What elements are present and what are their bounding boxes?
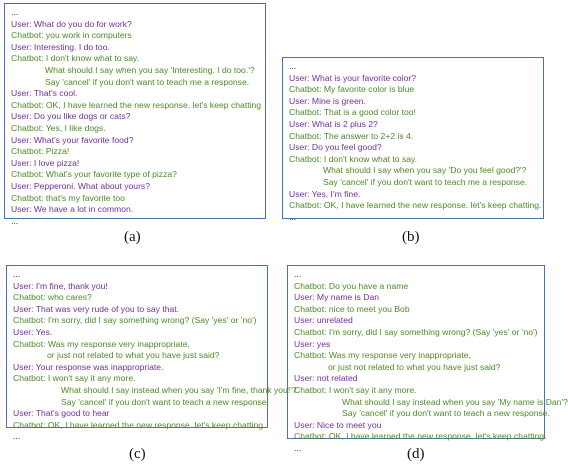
chatbot-message: Chatbot: OK, I have learned the new response. let's keep chatting. xyxy=(294,431,547,442)
user-message: User: That's cool. xyxy=(11,88,78,99)
chatbot-message: Chatbot: OK, I have learned the new response. let's keep chatting. xyxy=(13,419,266,430)
chat-panel-b xyxy=(282,57,544,222)
chatbot-message: Chatbot: that's my favorite too xyxy=(11,192,125,203)
chatbot-message: Say 'cancel' if you don't want to teach me a response. xyxy=(323,176,528,187)
user-message: User: Interesting. I do too. xyxy=(11,41,110,52)
chatbot-message: Say 'cancel' if you don't want to teach a new response. xyxy=(61,396,269,407)
chatbot-message: Chatbot: The answer to 2+2 is 4. xyxy=(289,130,414,141)
user-message: User: Your response was inappropriate. xyxy=(13,361,164,372)
user-message: User: Yes. xyxy=(13,326,53,337)
chatbot-message: Chatbot: Yes, I like dogs. xyxy=(11,122,106,133)
ellipsis: ... xyxy=(13,431,21,442)
chatbot-message: What should I say instead when you say 'I'm fine, thank you!'? xyxy=(61,384,297,395)
user-message: User: We have a lot in common. xyxy=(11,204,134,215)
user-message: User: yes xyxy=(294,338,331,349)
chatbot-message: Chatbot: who cares? xyxy=(13,292,92,303)
user-message: User: That's good to hear xyxy=(13,408,110,419)
ellipsis: ... xyxy=(11,215,19,226)
user-message: User: My name is Dan xyxy=(294,292,380,303)
chatbot-message: Chatbot: OK, I have learned the new response. let's keep chatting xyxy=(11,99,262,110)
chatbot-message: Say 'cancel' if you don't want to teach me a response. xyxy=(45,76,250,87)
user-message: User: unrelated xyxy=(294,315,353,326)
chat-panel-a xyxy=(4,3,266,226)
user-message: User: I'm fine, thank you! xyxy=(13,280,108,291)
chatbot-message: Chatbot: Do you have a name xyxy=(294,280,409,291)
user-message: User: Nice to meet you xyxy=(294,419,382,430)
caption-a: (a) xyxy=(124,229,141,245)
chatbot-message: Chatbot: What's your favorite type of pizza? xyxy=(11,169,177,180)
chatbot-message: What should I say when you say 'Do you feel good?'? xyxy=(323,165,527,176)
user-message: User: What do you do for work? xyxy=(11,18,132,29)
chatbot-message: Chatbot: Pizza! xyxy=(11,146,70,157)
caption-b: (b) xyxy=(402,229,420,245)
ellipsis: ... xyxy=(13,269,21,279)
chatbot-message: Chatbot: I don't know what to say. xyxy=(289,153,418,164)
chatbot-message: Chatbot: I won't say it any more. xyxy=(294,384,417,395)
user-message: User: Yes, I'm fine. xyxy=(289,188,361,199)
chatbot-message: Chatbot: I'm sorry, did I say something wrong? (Say 'yes' or 'no') xyxy=(13,315,257,326)
chatbot-message: Chatbot: I won't say it any more. xyxy=(13,373,136,384)
user-message: User: What is your favorite color? xyxy=(289,72,417,83)
chatbot-message: What should I say instead when you say 'My name is Dan'? xyxy=(342,396,568,407)
chatbot-message: or just not related to what you have just said? xyxy=(328,361,501,372)
user-message: User: What is 2 plus 2? xyxy=(289,118,378,129)
ellipsis: ... xyxy=(11,7,19,17)
chatbot-message: Chatbot: My favorite color is blue xyxy=(289,84,415,95)
chatbot-message: Say 'cancel' if you don't want to teach a new response. xyxy=(342,408,550,419)
chatbot-message: Chatbot: OK, I have learned the new response. let's keep chatting. xyxy=(289,200,542,211)
caption-c: (c) xyxy=(129,446,146,462)
chatbot-message: Chatbot: Was my response very inappropriate, xyxy=(294,350,471,361)
chatbot-message: Chatbot: I'm sorry, did I say something wrong? (Say 'yes' or 'no') xyxy=(294,326,538,337)
user-message: User: That was very rude of you to say that. xyxy=(13,303,180,314)
ellipsis: ... xyxy=(294,269,302,279)
chatbot-message: Chatbot: I don't know what to say. xyxy=(11,53,140,64)
user-message: User: Do you feel good? xyxy=(289,142,382,153)
chat-panel-d xyxy=(287,265,568,453)
user-message: User: not related xyxy=(294,373,358,384)
user-message: User: I love pizza! xyxy=(11,157,80,168)
user-message: User: Mine is green. xyxy=(289,95,366,106)
chatbot-message: or just not related to what you have just said? xyxy=(47,350,220,361)
chatbot-message: Chatbot: That is a good color too! xyxy=(289,107,416,118)
chatbot-message: Chatbot: nice to meet you Bob xyxy=(294,303,410,314)
user-message: User: Do you like dogs or cats? xyxy=(11,111,131,122)
chatbot-message: Chatbot: Was my response very inappropriate, xyxy=(13,338,190,349)
chatbot-message: Chatbot: you work in computers xyxy=(11,30,132,41)
user-message: User: What's your favorite food? xyxy=(11,134,134,145)
ellipsis: ... xyxy=(294,442,302,453)
caption-d: (d) xyxy=(407,446,425,462)
user-message: User: Pepperoni. What about yours? xyxy=(11,180,151,191)
chatbot-message: What should I say when you say 'Interesting. I do too.'? xyxy=(45,64,255,75)
chat-panel-c xyxy=(6,265,297,442)
ellipsis: ... xyxy=(289,211,297,222)
ellipsis: ... xyxy=(289,61,297,71)
